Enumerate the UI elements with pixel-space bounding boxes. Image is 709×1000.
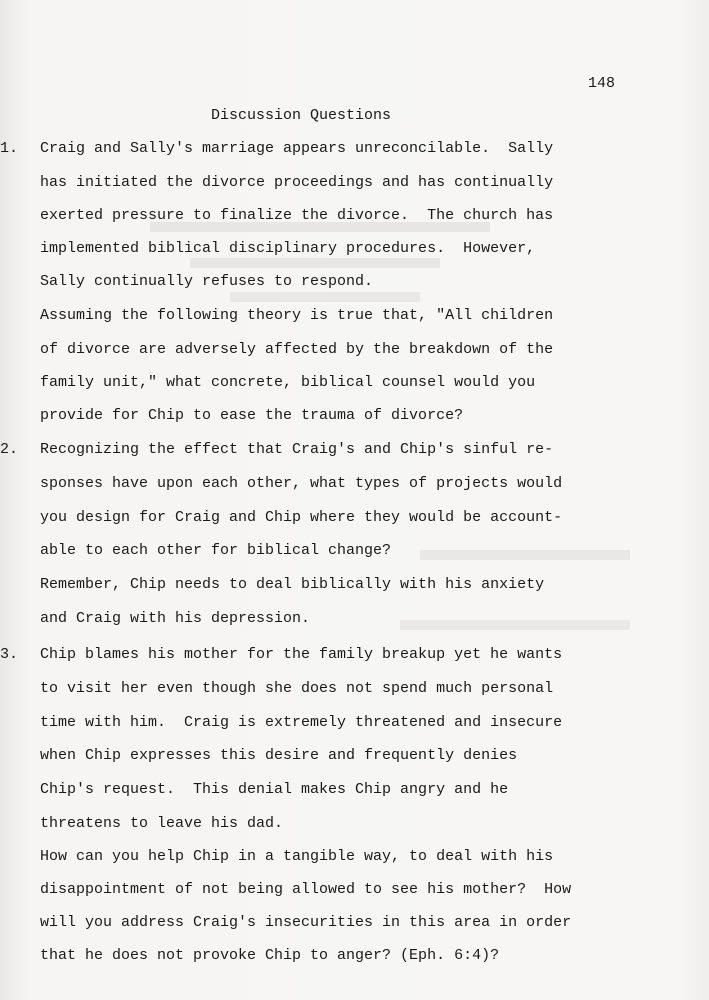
question-2-line: able to each other for biblical change? [40,542,392,559]
page-number: 148 [588,75,616,92]
bleed-through-mark [190,258,440,268]
question-3-line: that he does not provoke Chip to anger? (Eph. 6:4)? [40,947,500,964]
question-2-line: you design for Craig and Chip where they would be account- [40,509,563,526]
question-1-line: implemented biblical disciplinary procedures. However, [40,240,536,257]
question-3-line: disappointment of not being allowed to see his mother? How [40,881,572,898]
bleed-through-mark [400,620,630,630]
bleed-through-mark [420,550,630,560]
question-1-line: of divorce are adversely affected by the breakdown of the [40,341,554,358]
bleed-through-mark [230,292,420,302]
question-number: 3. [0,646,19,663]
question-1-line: Assuming the following theory is true that, "All children [40,307,554,324]
question-2-line: Recognizing the effect that Craig's and Chip's sinful re- [40,441,554,458]
question-number: 1. [0,140,19,157]
question-2-line: and Craig with his depression. [40,610,311,627]
question-2-line: Remember, Chip needs to deal biblically with his anxiety [40,576,545,593]
question-2-line: sponses have upon each other, what types of projects would [40,475,563,492]
question-3-line: will you address Craig's insecurities in this area in order [40,914,572,931]
question-3-line: Chip's request. This denial makes Chip angry and he [40,781,509,798]
question-1-line: exerted pressure to finalize the divorce. The church has [40,207,554,224]
question-3-line: time with him. Craig is extremely threatened and insecure [40,714,563,731]
question-1-line: Sally continually refuses to respond. [40,273,374,290]
question-3-line: Chip blames his mother for the family breakup yet he wants [40,646,563,663]
question-3-line: threatens to leave his dad. [40,815,284,832]
question-1-line: Craig and Sally's marriage appears unreconcilable. Sally [40,140,554,157]
question-1-line: provide for Chip to ease the trauma of divorce? [40,407,464,424]
question-3-line: to visit her even though she does not spend much personal [40,680,554,697]
question-3-line: How can you help Chip in a tangible way, to deal with his [40,848,554,865]
question-1-line: has initiated the divorce proceedings and has continually [40,174,554,191]
section-heading: Discussion Questions [211,107,392,124]
question-1-line: family unit," what concrete, biblical counsel would you [40,374,536,391]
question-3-line: when Chip expresses this desire and frequently denies [40,747,518,764]
question-number: 2. [0,441,19,458]
